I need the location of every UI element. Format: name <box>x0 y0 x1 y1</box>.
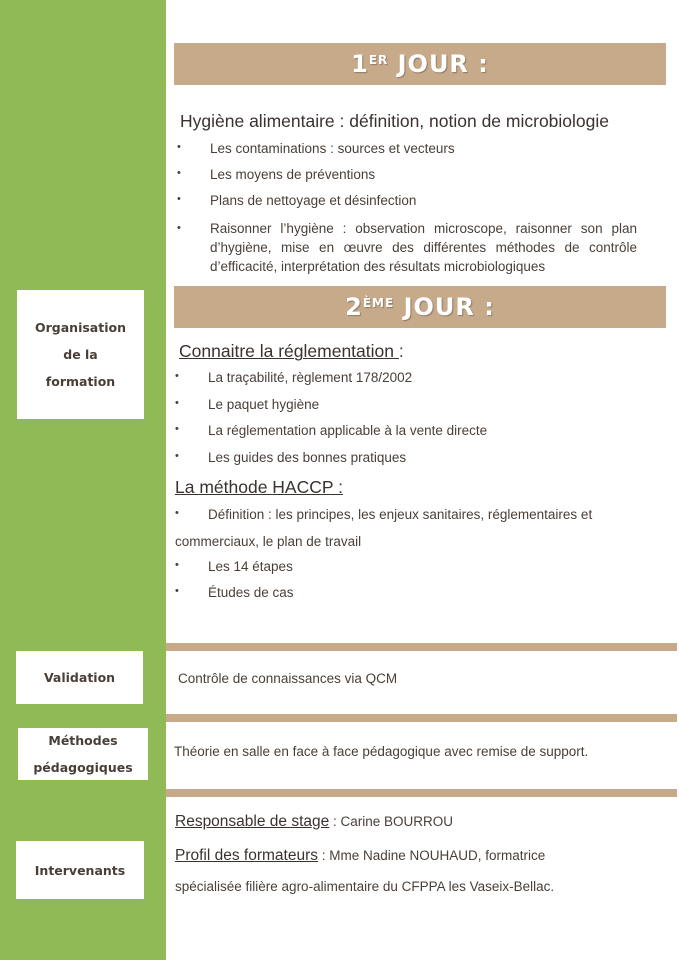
day2-banner-sup: ÈME <box>362 296 395 310</box>
day2-list-haccp <box>175 559 638 611</box>
day1-banner-text: JOUR : <box>397 50 489 78</box>
divider-bar <box>166 789 677 797</box>
label-organisation-line1: Organisation <box>35 320 126 335</box>
label-methodes-line2: pédagogiques <box>33 760 133 775</box>
list-item: • Les contaminations : sources et vecteurs <box>177 141 455 156</box>
list-item: • Raisonner l’hygiène : observation microscope, raisonner son plan d’hygiène, mise en œuvre des différentes méthodes de contrôle d’efficacité, interprétation des résultats microbiologiques <box>177 221 637 274</box>
day2-banner-num: 2 <box>345 293 363 321</box>
profil-line <box>175 847 545 865</box>
day2-haccp-first-continuation: commerciaux, le plan de travail <box>175 534 362 549</box>
day1-banner-sup: ER <box>368 53 389 67</box>
responsable-label: Responsable de stage <box>175 813 330 830</box>
label-organisation-line3: formation <box>45 374 116 389</box>
profil-label: Profil des formateurs <box>175 847 318 864</box>
label-validation-text: Validation <box>43 670 116 685</box>
day1-banner <box>174 43 666 85</box>
day1-list <box>177 141 637 276</box>
green-sidebar <box>0 0 166 960</box>
list-item: • Les guides des bonnes pratiques <box>175 449 407 465</box>
day1-heading: Hygiène alimentaire : définition, notion de microbiologie <box>180 111 609 131</box>
day2-heading-reglementation-suffix: : <box>398 341 404 361</box>
validation-text: Contrôle de connaissances via QCM <box>178 671 398 686</box>
responsable-line <box>175 813 453 831</box>
label-methodes-line1: Méthodes <box>48 733 118 748</box>
label-validation <box>16 651 143 704</box>
list-item: • Plans de nettoyage et désinfection <box>177 193 417 208</box>
list-item: • Les moyens de préventions <box>177 167 376 182</box>
day2-banner-text: JOUR : <box>403 293 495 321</box>
list-item: • Études de cas <box>175 585 294 600</box>
day2-heading-reglementation-label: Connaitre la réglementation <box>179 341 399 361</box>
responsable-value: : Carine BOURROU <box>329 814 454 829</box>
list-item: • Définition : les principes, les enjeux sanitaires, réglementaires et <box>175 507 593 522</box>
label-organisation <box>17 290 144 419</box>
label-intervenants <box>16 841 144 899</box>
list-item: • La réglementation applicable à la vente directe <box>175 423 488 438</box>
divider-bar <box>166 714 677 722</box>
label-intervenants-text: Intervenants <box>34 862 126 878</box>
label-methodes <box>18 728 148 780</box>
list-item: • Le paquet hygiène <box>175 396 320 412</box>
day2-list-reglementation <box>175 370 638 476</box>
day2-heading-reglementation <box>179 341 404 362</box>
day2-heading-haccp-label: La méthode HACCP : <box>175 477 343 497</box>
divider-bar <box>166 643 677 651</box>
day2-list-haccp-first <box>175 507 648 522</box>
day2-banner <box>174 286 666 328</box>
profil-continuation: spécialisée filière agro-alimentaire du CFPPA les Vaseix-Bellac. <box>175 879 555 894</box>
list-item: • Les 14 étapes <box>175 559 293 574</box>
profil-value: : Mme Nadine NOUHAUD, formatrice <box>318 848 546 863</box>
day1-banner-num: 1 <box>351 50 369 78</box>
list-item: • La traçabilité, règlement 178/2002 <box>175 370 413 385</box>
label-organisation-line2: de la <box>63 347 98 362</box>
day2-heading-haccp <box>175 477 343 498</box>
methodes-text: Théorie en salle en face à face pédagogique avec remise de support. <box>174 744 589 759</box>
